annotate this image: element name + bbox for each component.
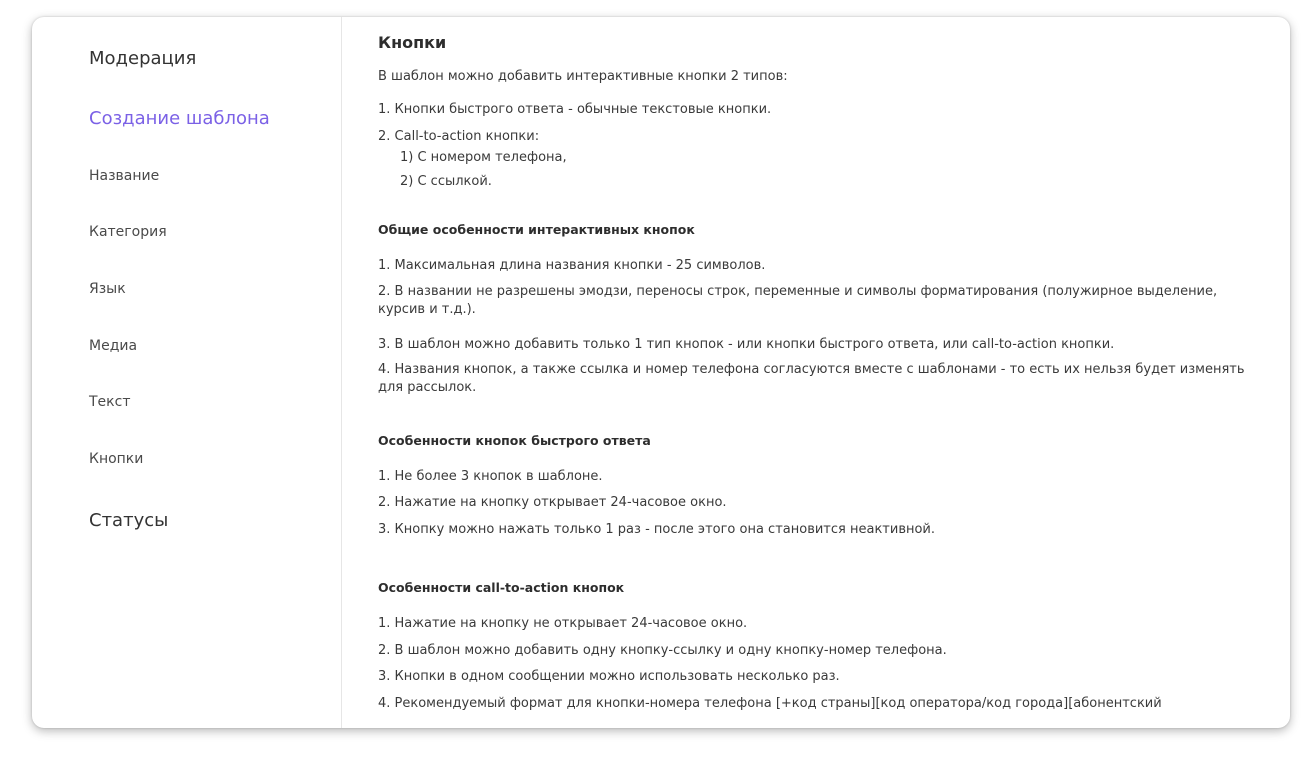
list-item: 4. Рекомендуемый формат для кнопки-номера телефона [+код страны][код оператора/код города][абонентский <box>378 696 1162 711</box>
sidebar-item-text[interactable]: Текст <box>89 394 131 410</box>
list-item: 2. В шаблон можно добавить одну кнопку-ссылку и одну кнопку-номер телефона. <box>378 643 947 658</box>
sidebar-item-language[interactable]: Язык <box>89 281 126 297</box>
article-content <box>378 17 1278 728</box>
list-item: 1. Нажатие на кнопку не открывает 24-часовое окно. <box>378 616 748 631</box>
sidebar-item-create-template[interactable]: Создание шаблона <box>89 108 270 129</box>
sidebar-item-buttons[interactable]: Кнопки <box>89 451 144 467</box>
list-item: 2. В названии не разрешены эмодзи, переносы строк, переменные и символы форматирования (полужирное выделение, курсив и т.д.). <box>378 284 1218 317</box>
list-item: 1. Максимальная длина названия кнопки - 25 символов. <box>378 258 766 273</box>
section-heading-quick-reply: Особенности кнопок быстрого ответа <box>378 433 651 448</box>
sidebar-item-name[interactable]: Название <box>89 168 160 184</box>
intro-text: В шаблон можно добавить интерактивные кнопки 2 типов: <box>378 69 788 84</box>
list-item: 3. Кнопку можно нажать только 1 раз - после этого она становится неактивной. <box>378 522 936 537</box>
list-item: 2. Call-to-action кнопки: <box>378 129 540 144</box>
page-title: Кнопки <box>378 33 447 52</box>
list-item: 2) С ссылкой. <box>400 174 492 189</box>
section-heading-general: Общие особенности интерактивных кнопок <box>378 222 695 237</box>
list-item: 3. Кнопки в одном сообщении можно использовать несколько раз. <box>378 669 840 684</box>
docs-card <box>32 17 1290 728</box>
sidebar-item-moderation[interactable]: Модерация <box>89 48 197 69</box>
list-item: 1. Кнопки быстрого ответа - обычные текстовые кнопки. <box>378 102 772 117</box>
list-item: 1. Не более 3 кнопок в шаблоне. <box>378 469 603 484</box>
list-item: 4. Названия кнопок, а также ссылка и номер телефона согласуются вместе с шаблонами - то есть их нельзя будет изменять для рассылок. <box>378 362 1245 395</box>
sidebar-item-statuses[interactable]: Статусы <box>89 510 169 531</box>
sidebar-item-category[interactable]: Категория <box>89 224 167 240</box>
list-item: 1) С номером телефона, <box>400 150 567 165</box>
section-heading-cta: Особенности call-to-action кнопок <box>378 580 625 595</box>
sidebar-item-media[interactable]: Медиа <box>89 338 138 354</box>
list-item: 2. Нажатие на кнопку открывает 24-часовое окно. <box>378 495 727 510</box>
list-item: 3. В шаблон можно добавить только 1 тип кнопок - или кнопки быстрого ответа, или call-to-action кнопки. <box>378 337 1115 352</box>
sidebar-nav <box>32 17 342 728</box>
